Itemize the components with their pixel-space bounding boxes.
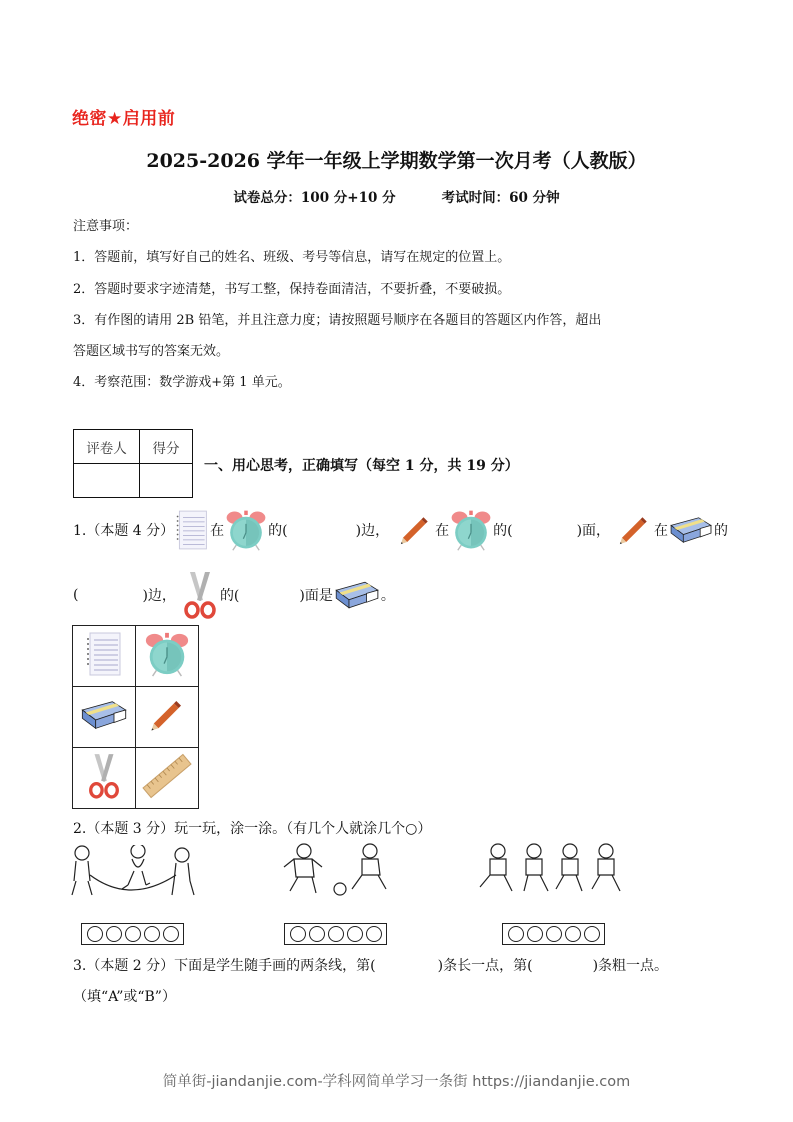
q1-text: )面， [576, 523, 611, 539]
grid-cell [136, 687, 199, 748]
q1-position-grid [72, 625, 199, 809]
circle-box-group-3 [502, 923, 605, 945]
q1-text: 在 [654, 523, 669, 539]
circle-box-group-1 [81, 923, 184, 945]
fill-circle[interactable] [87, 926, 103, 942]
notice-item-3: 3．有作图的请用 2B 铅笔，并且注意力度；请按照题号顺序在各题目的答题区内作答，超出 [73, 313, 602, 328]
eraser-icon [79, 697, 129, 733]
alarm-clock-icon [224, 508, 268, 552]
q1-line-1 [73, 508, 728, 552]
grader-header: 评卷人 [74, 430, 140, 464]
fill-circle[interactable] [527, 926, 543, 942]
score-header: 得分 [140, 430, 193, 464]
scissors-icon [85, 752, 123, 800]
grade-table [73, 429, 193, 498]
q1-text: 的 [714, 523, 729, 539]
pencil-icon [145, 693, 189, 737]
notice-heading: 注意事项： [73, 219, 139, 234]
confidential-label: 绝密★启用前 [72, 109, 176, 129]
q1-text: )边， [355, 523, 390, 539]
alarm-clock-icon [449, 508, 493, 552]
fill-circle[interactable] [565, 926, 581, 942]
q1-text: 在 [435, 523, 450, 539]
fill-circle[interactable] [508, 926, 524, 942]
fill-circle[interactable] [328, 926, 344, 942]
alarm-clock-icon [143, 630, 191, 678]
pencil-icon [614, 510, 654, 550]
fill-circle[interactable] [290, 926, 306, 942]
grid-cell [73, 626, 136, 687]
notebook-icon [84, 631, 124, 677]
fill-circle[interactable] [347, 926, 363, 942]
exam-title: 2025-2026 学年一年级上学期数学第一次月考（人教版） [146, 150, 647, 172]
q1-text: )边， [142, 588, 176, 604]
fill-circle[interactable] [106, 926, 122, 942]
ruler-icon [141, 750, 193, 802]
eraser-icon [668, 514, 714, 546]
q3-text: 3.（本题 2 分）下面是学生随手画的两条线，第( [73, 958, 376, 974]
notice-item-1: 1．答题前，填写好自己的姓名、班级、考号等信息，请写在规定的位置上。 [73, 250, 511, 265]
q3-line-1 [73, 955, 668, 975]
q1-text: 在 [210, 523, 225, 539]
q1-text: 的( [219, 588, 240, 604]
q3-text: )条长一点，第( [437, 958, 533, 974]
grid-cell [73, 748, 136, 809]
fill-circle[interactable] [125, 926, 141, 942]
exam-time: 考试时间：60 分钟 [441, 190, 560, 206]
soccer-children-illustration [282, 843, 392, 898]
fill-circle[interactable] [584, 926, 600, 942]
fill-circle[interactable] [144, 926, 160, 942]
notebook-icon [174, 509, 210, 551]
q1-line-2 [73, 570, 395, 620]
score-field[interactable] [140, 464, 193, 498]
notice-item-2: 2．答题时要求字迹清楚，书写工整，保持卷面清洁，不要折叠，不要破损。 [73, 282, 511, 297]
q3-text: )条粗一点。 [592, 958, 669, 974]
footer-watermark: 简单街-jiandanjie.com-学科网简单学习一条街 https://jiandanjie.com [162, 1074, 631, 1090]
circle-box-group-2 [284, 923, 387, 945]
fill-circle[interactable] [546, 926, 562, 942]
fill-circle[interactable] [309, 926, 325, 942]
q1-text: 。 [380, 588, 395, 604]
fill-circle[interactable] [366, 926, 382, 942]
q1-text: )面是 [299, 588, 333, 604]
grid-cell [136, 748, 199, 809]
eraser-icon [333, 578, 381, 612]
jump-rope-children-illustration [70, 845, 210, 900]
q1-text: ( [73, 587, 79, 603]
fill-circle[interactable] [163, 926, 179, 942]
q1-prefix: 1.（本题 4 分） [73, 523, 175, 539]
total-score: 试卷总分：100 分+10 分 [233, 190, 396, 206]
scissors-icon [180, 570, 220, 620]
q2-text: 2.（本题 3 分）玩一玩，涂一涂。（有几个人就涂几个○） [73, 821, 432, 837]
notice-item-4: 4．考察范围：数学游戏+第 1 单元。 [73, 375, 291, 390]
section-1-title: 一、用心思考，正确填写（每空 1 分，共 19 分） [204, 458, 519, 474]
grader-field[interactable] [74, 464, 140, 498]
running-children-illustration [476, 843, 636, 898]
exam-meta [0, 186, 793, 206]
grid-cell [73, 687, 136, 748]
q1-text: 的( [493, 523, 513, 539]
grid-cell [136, 626, 199, 687]
notice-item-3-cont: 答题区域书写的答案无效。 [73, 344, 230, 359]
q1-text: 的( [268, 523, 288, 539]
pencil-icon [395, 510, 435, 550]
q3-hint: （填“A”或“B”） [73, 989, 176, 1005]
